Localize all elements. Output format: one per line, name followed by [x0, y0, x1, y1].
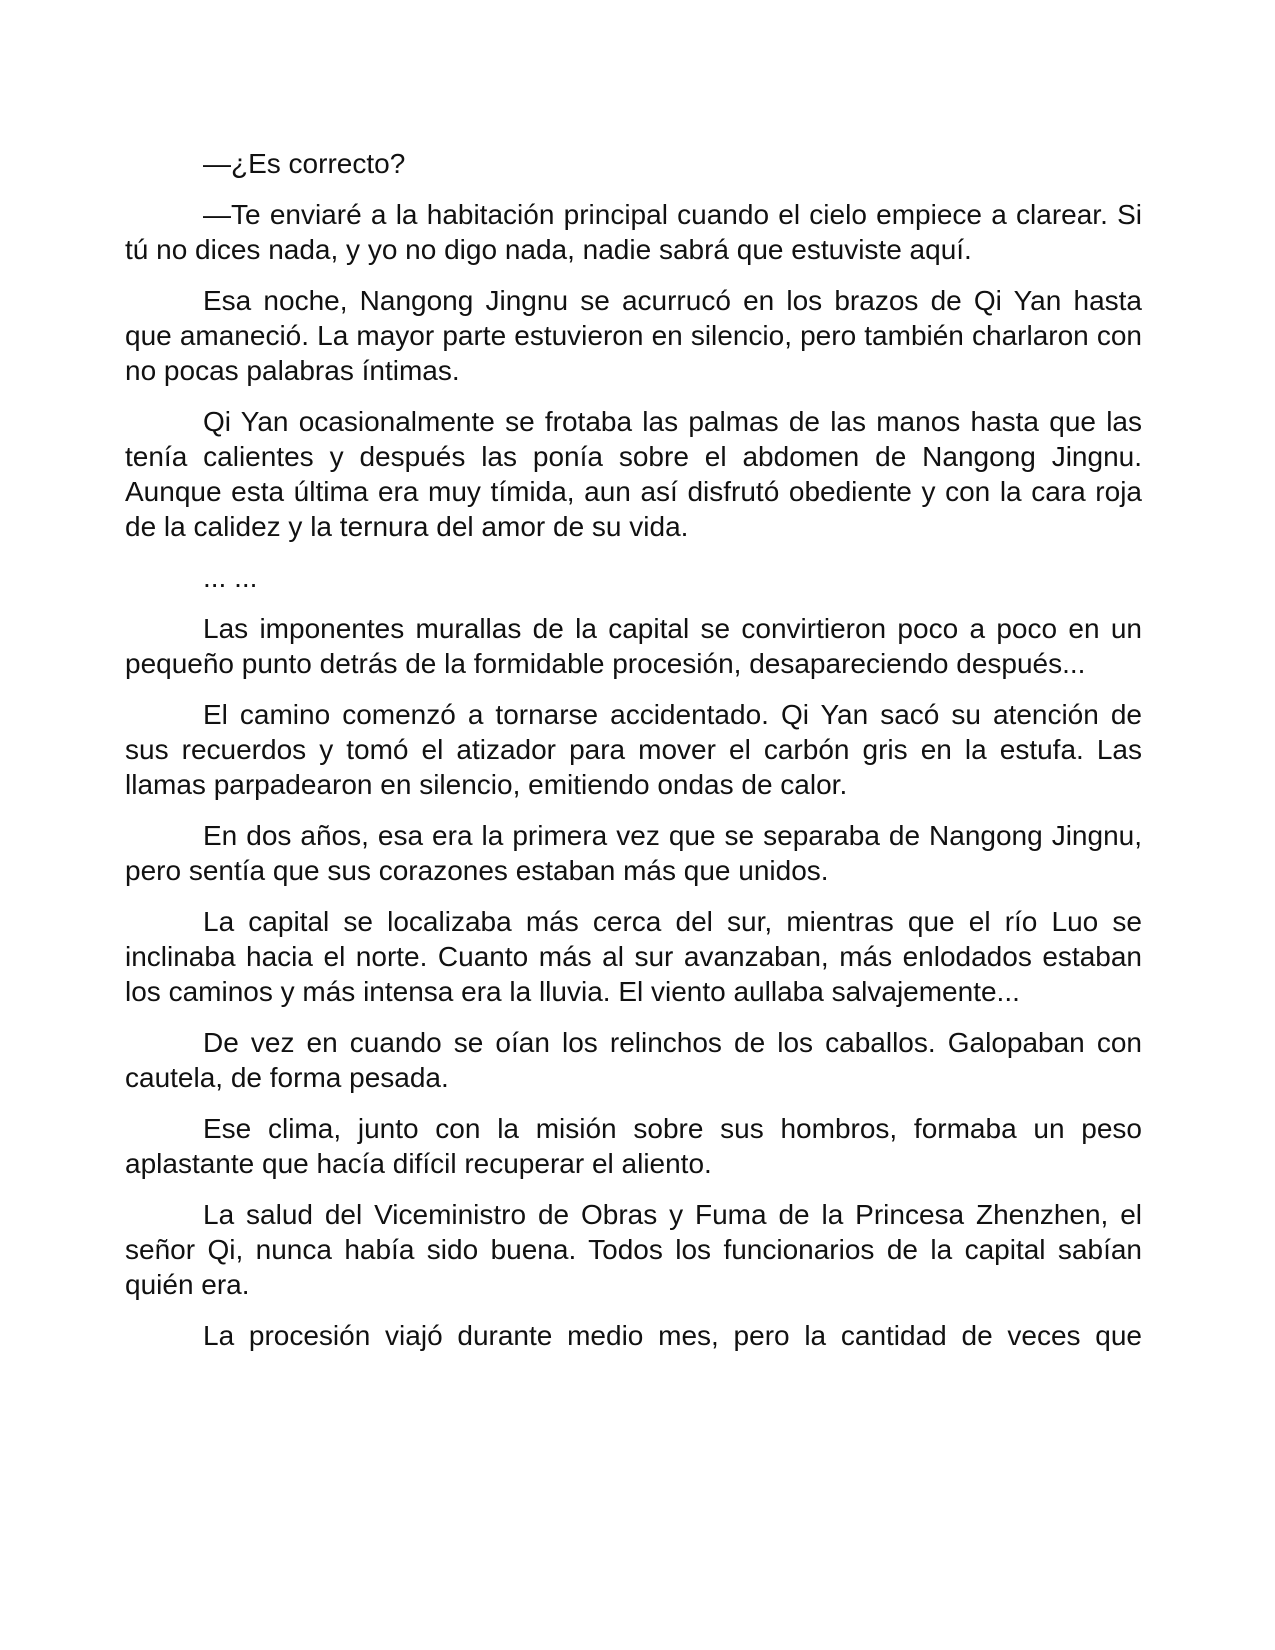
- paragraph-dialogue-2: —Te enviaré a la habitación principal cuando el cielo empiece a clarear. Si tú no dices nada, y yo no digo nada, nadie sabrá que estuviste aquí.: [125, 199, 1142, 265]
- paragraph-3: Esa noche, Nangong Jingnu se acurrucó en los brazos de Qi Yan hasta que amaneció. La mayor parte estuvieron en silencio, pero también charlaron con no pocas palabras íntimas.: [125, 285, 1142, 386]
- paragraph-9: La capital se localizaba más cerca del sur, mientras que el río Luo se inclinaba hacia el norte. Cuanto más al sur avanzaban, más enlodados estaban los caminos y más intensa era la lluvia. El viento aullaba salvajemente...: [125, 906, 1142, 1007]
- paragraph-13-continued: La procesión viajó durante medio mes, pero la cantidad de veces que: [203, 1320, 1142, 1351]
- paragraph-dialogue-1: —¿Es correcto?: [203, 148, 406, 179]
- paragraph-6: Las imponentes murallas de la capital se convirtieron poco a poco en un pequeño punto detrás de la formidable procesión, desapareciendo después...: [125, 613, 1142, 679]
- paragraph-8: En dos años, esa era la primera vez que se separaba de Nangong Jingnu, pero sentía que sus corazones estaban más que unidos.: [125, 820, 1142, 886]
- paragraph-12: La salud del Viceministro de Obras y Fuma de la Princesa Zhenzhen, el señor Qi, nunca había sido buena. Todos los funcionarios de la capital sabían quién era.: [125, 1199, 1142, 1300]
- paragraph-11: Ese clima, junto con la misión sobre sus hombros, formaba un peso aplastante que hacía difícil recuperar el aliento.: [125, 1113, 1142, 1179]
- scene-break: ... ...: [203, 562, 258, 593]
- paragraph-10: De vez en cuando se oían los relinchos de los caballos. Galopaban con cautela, de forma pesada.: [125, 1027, 1142, 1093]
- paragraph-7: El camino comenzó a tornarse accidentado. Qi Yan sacó su atención de sus recuerdos y tomó el atizador para mover el carbón gris en la estufa. Las llamas parpadearon en silencio, emitiendo ondas de calor.: [125, 699, 1142, 800]
- body-text: [125, 146, 1142, 1353]
- paragraph-4: Qi Yan ocasionalmente se frotaba las palmas de las manos hasta que las tenía calientes y después las ponía sobre el abdomen de Nangong Jingnu. Aunque esta última era muy tímida, aun así disfrutó obediente y con la cara roja de la calidez y la ternura del amor de su vida.: [125, 406, 1142, 542]
